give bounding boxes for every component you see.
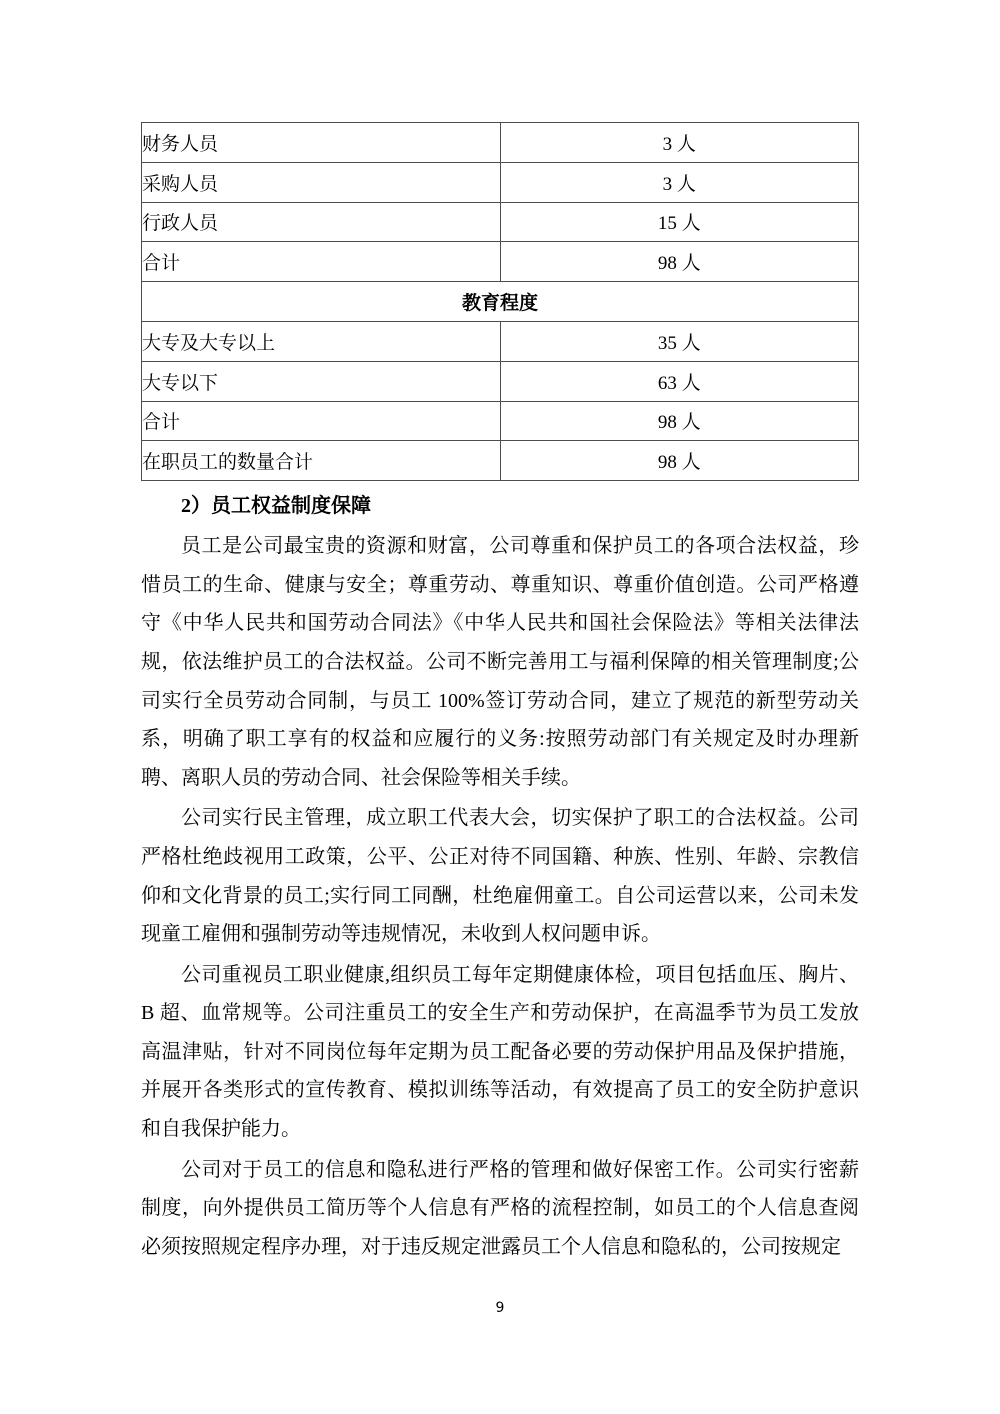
table-row	[142, 123, 859, 163]
table-row	[142, 361, 859, 401]
row-label: 行政人员	[142, 202, 501, 242]
page-number: 9	[495, 1300, 505, 1316]
row-value: 63 人	[500, 361, 859, 401]
row-value: 98 人	[500, 441, 859, 481]
row-label: 财务人员	[142, 123, 501, 163]
table-row	[142, 202, 859, 242]
table-row	[142, 441, 859, 481]
table-section-header: 教育程度	[142, 282, 859, 322]
row-value: 35 人	[500, 321, 859, 361]
row-label: 合计	[142, 401, 501, 441]
row-label: 在职员工的数量合计	[142, 441, 501, 481]
row-value: 3 人	[500, 162, 859, 202]
table-row	[142, 242, 859, 282]
row-label: 大专以下	[142, 361, 501, 401]
table-row	[142, 401, 859, 441]
paragraph: 公司实行民主管理，成立职工代表大会，切实保护了职工的合法权益。公司严格杜绝歧视用工政策，公平、公正对待不同国籍、种族、性别、年龄、宗教信仰和文化背景的员工;实行同工同酬，杜绝雇佣童工。自公司运营以来，公司未发现童工雇佣和强制劳动等违规情况，未收到人权问题申诉。	[141, 807, 859, 946]
row-value: 3 人	[500, 123, 859, 163]
page-content	[141, 122, 859, 1266]
paragraph: 公司对于员工的信息和隐私进行严格的管理和做好保密工作。公司实行密薪制度，向外提供员工简历等个人信息有严格的流程控制，如员工的个人信息查阅必须按照规定程序办理，对于违反规定泄露员工个人信息和隐私的，公司按规定	[141, 1158, 859, 1258]
row-value: 98 人	[500, 401, 859, 441]
table-row	[142, 321, 859, 361]
row-label: 采购人员	[142, 162, 501, 202]
row-value: 15 人	[500, 202, 859, 242]
row-label: 大专及大专以上	[142, 321, 501, 361]
row-label: 合计	[142, 242, 501, 282]
paragraph: 公司重视员工职业健康,组织员工每年定期健康体检，项目包括血压、胸片、B 超、血常规等。公司注重员工的安全生产和劳动保护，在高温季节为员工发放高温津贴，针对不同岗位每年定期为员工配备必要的劳动保护用品及保护措施，并展开各类形式的宣传教育、模拟训练等活动，有效提高了员工的安全防护意识和自我保护能力。	[141, 963, 859, 1141]
table-section-header-row	[142, 282, 859, 322]
paragraph: 员工是公司最宝贵的资源和财富，公司尊重和保护员工的各项合法权益，珍惜员工的生命、健康与安全；尊重劳动、尊重知识、尊重价值创造。公司严格遵守《中华人民共和国劳动合同法》《中华人民共和国社会保险法》等相关法律法规，依法维护员工的合法权益。公司不断完善用工与福利保障的相关管理制度;公司实行全员劳动合同制，与员工 100%签订劳动合同，建立了规范的新型劳动关系，明确了职工享有的权益和应履行的义务:按照劳动部门有关规定及时办理新聘、离职人员的劳动合同、社会保险等相关手续。	[141, 535, 859, 789]
row-value: 98 人	[500, 242, 859, 282]
section-heading: 2）员工权益制度保障	[181, 495, 371, 518]
employee-stats-table	[141, 122, 859, 481]
table-row	[142, 162, 859, 202]
